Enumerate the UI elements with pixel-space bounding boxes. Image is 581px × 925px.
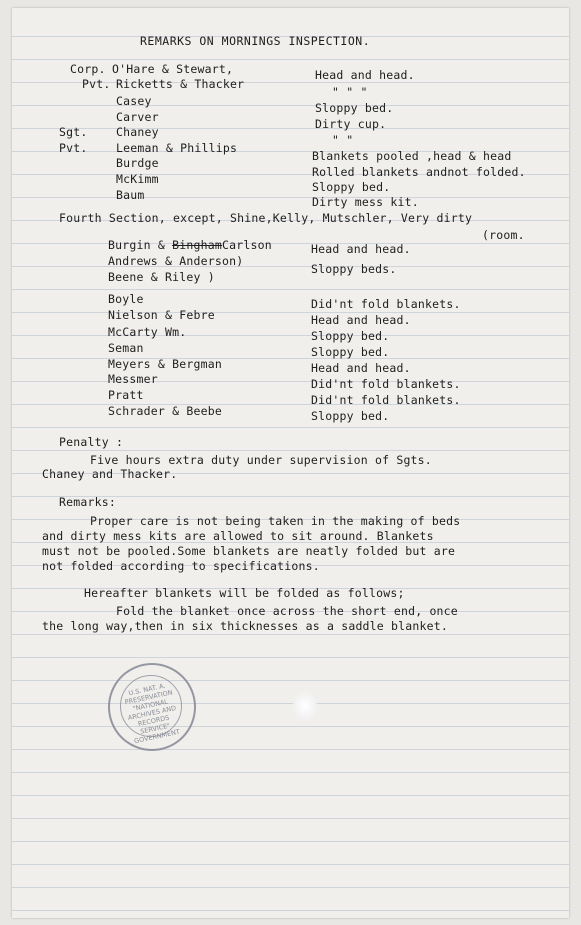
entry-names: Nielson & Febre xyxy=(108,308,215,322)
entry-names: Casey xyxy=(116,94,152,108)
entry-names: Messmer xyxy=(108,372,158,386)
page-title: REMARKS ON MORNINGS INSPECTION. xyxy=(140,34,371,48)
rank-label: Pvt. xyxy=(82,77,111,91)
remarks-line: must not be pooled.Some blankets are neatly folded but are xyxy=(42,544,456,558)
fold-instruction: the long way,then in six thicknesses as a saddle blanket. xyxy=(42,619,449,633)
entry-remark: Head and head. xyxy=(311,242,411,256)
entry-names: Andrews & Anderson) xyxy=(108,254,244,268)
remarks-line: and dirty mess kits are allowed to sit around. Blankets xyxy=(42,529,434,543)
entry-remark: Dirty mess kit. xyxy=(312,195,419,209)
archives-stamp xyxy=(108,663,196,751)
entry-remark: Did'nt fold blankets. xyxy=(311,377,461,391)
entry-remark: Sloppy bed. xyxy=(315,101,394,115)
entry-remark: Head and head. xyxy=(311,361,411,375)
rank-label: Pvt. xyxy=(59,141,88,155)
fold-instruction: Fold the blanket once across the short end, once xyxy=(116,604,458,618)
group-names-line xyxy=(108,238,272,252)
entry-remark: Blankets pooled ,head & head xyxy=(312,149,512,163)
penalty-heading: Penalty : xyxy=(59,435,124,449)
entry-names: McKimm xyxy=(116,172,159,186)
entry-remark: Sloppy bed. xyxy=(311,409,390,423)
document-page xyxy=(12,8,569,918)
struck-name: Bingham xyxy=(172,238,222,252)
entry-names: Burgin & xyxy=(108,238,173,252)
entry-remark: Dirty cup. xyxy=(315,117,387,131)
hereafter-line: Hereafter blankets will be folded as follows; xyxy=(84,586,405,600)
entry-remark: " " xyxy=(332,133,354,147)
entry-names: Carlson xyxy=(222,238,272,252)
entry-remark: Head and head. xyxy=(315,68,415,82)
entry-names: Pratt xyxy=(108,388,144,402)
entry-names: Burdge xyxy=(116,156,159,170)
remarks-heading: Remarks: xyxy=(59,495,116,509)
entry-remark: Sloppy bed. xyxy=(311,345,390,359)
entry-names: Meyers & Bergman xyxy=(108,357,222,371)
entry-remark: " " " xyxy=(332,85,368,99)
entry-names: Seman xyxy=(108,341,144,355)
entry-remark: Did'nt fold blankets. xyxy=(311,393,461,407)
entry-remark: Sloppy bed. xyxy=(311,329,390,343)
fourth-section-continuation: (room. xyxy=(482,228,525,242)
rank-label: Corp. xyxy=(70,62,106,76)
entry-names: Carver xyxy=(116,110,159,124)
entry-names: Baum xyxy=(116,188,145,202)
entry-remark: Head and head. xyxy=(311,313,411,327)
entry-remark: Sloppy beds. xyxy=(311,262,397,276)
entry-names: Chaney xyxy=(116,125,159,139)
entry-names: McCarty Wm. xyxy=(108,325,187,339)
remarks-line: Proper care is not being taken in the making of beds xyxy=(90,514,461,528)
penalty-text: Chaney and Thacker. xyxy=(42,467,178,481)
stamp-text: U.S. NAT. A. PRESERVATION "NATIONAL ARCHIVES AND RECORDS SERVICE" GOVERNMENT xyxy=(123,681,181,746)
entry-remark: Did'nt fold blankets. xyxy=(311,297,461,311)
fourth-section-note: Fourth Section, except, Shine,Kelly, Mutschler, Very dirty xyxy=(59,211,473,225)
entry-names: Ricketts & Thacker xyxy=(116,77,245,91)
penalty-text: Five hours extra duty under supervision of Sgts. xyxy=(90,453,432,467)
remarks-line: not folded according to specifications. xyxy=(42,559,320,573)
entry-names: Beene & Riley ) xyxy=(108,270,215,284)
entry-names: Schrader & Beebe xyxy=(108,404,222,418)
paper-blemish xyxy=(292,690,318,722)
entry-remark: Sloppy bed. xyxy=(312,180,391,194)
rank-label: Sgt. xyxy=(59,125,88,139)
entry-names: Boyle xyxy=(108,292,144,306)
entry-names: Leeman & Phillips xyxy=(116,141,238,155)
entry-remark: Rolled blankets andnot folded. xyxy=(312,165,526,179)
entry-names: O'Hare & Stewart, xyxy=(112,62,234,76)
